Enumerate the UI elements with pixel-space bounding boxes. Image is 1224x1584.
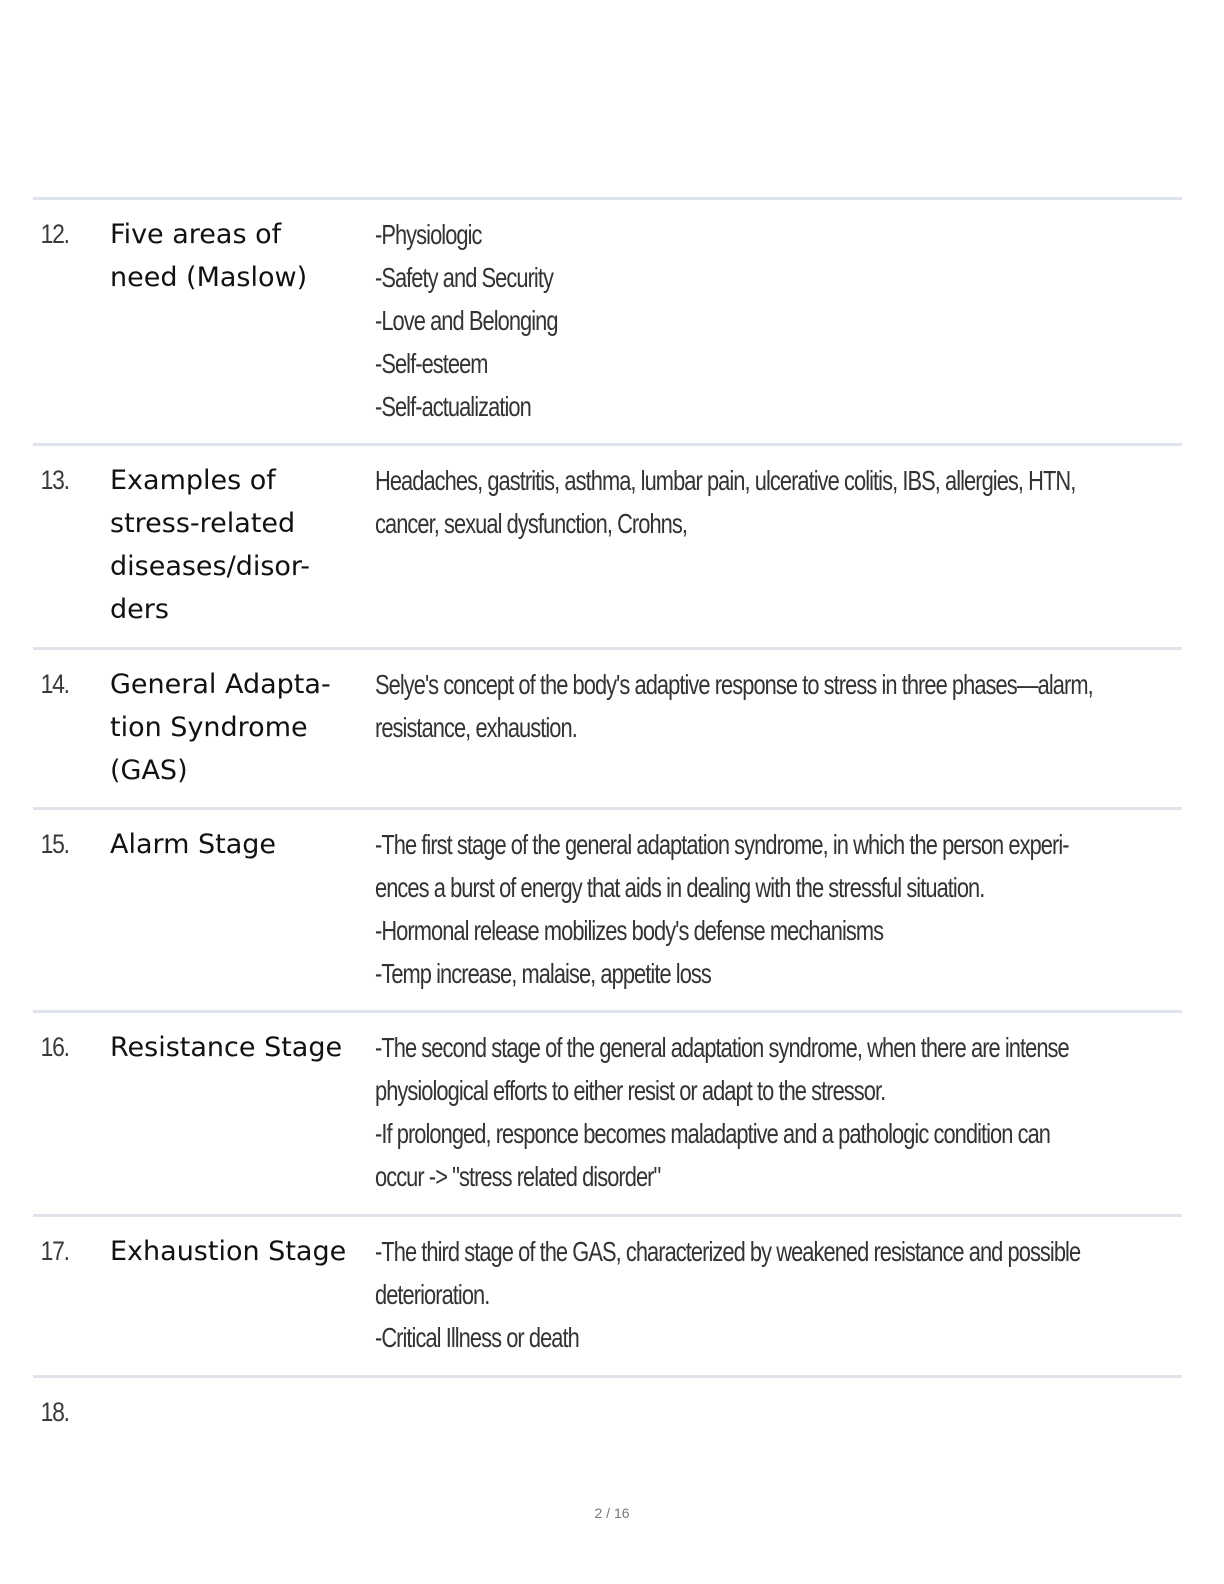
- table-row: [33, 1217, 1182, 1378]
- row-number: 18.: [40, 1397, 69, 1427]
- definition-line: cancer, sexual dysfunction, Crohns,: [375, 508, 688, 539]
- term: [110, 1230, 375, 1375]
- definition-line: resistance, exhaustion.: [375, 712, 577, 743]
- table-row: [33, 650, 1182, 810]
- term-line: tion Syndrome: [110, 712, 308, 743]
- row-number: 12.: [40, 219, 69, 249]
- term-line: (GAS): [110, 755, 188, 786]
- definition: [375, 213, 1224, 443]
- definition: [375, 663, 1224, 807]
- definition-line: -Critical Illness or death: [375, 1322, 579, 1353]
- term: [110, 823, 375, 1010]
- table-row: [33, 1013, 1182, 1217]
- term: [110, 1026, 375, 1214]
- term-line: Five areas of: [110, 219, 282, 250]
- row-number: 15.: [40, 829, 69, 859]
- definition-line: physiological efforts to either resist or adapt to the stressor.: [375, 1075, 886, 1106]
- definition: [375, 1026, 1224, 1214]
- term-line: General Adapta-: [110, 669, 331, 700]
- flashcard-table: [33, 197, 1182, 1448]
- definition-line: -Physiologic: [375, 219, 482, 250]
- term-line: Examples of: [110, 465, 276, 496]
- definition-line: -Self-esteem: [375, 348, 488, 379]
- term-line: diseases/disor-: [110, 551, 311, 582]
- definition-line: ences a burst of energy that aids in dealing with the stressful situation.: [375, 872, 985, 903]
- table-row: [33, 810, 1182, 1013]
- term: [110, 663, 375, 807]
- definition-line: Headaches, gastritis, asthma, lumbar pain, ulcerative colitis, IBS, allergies, HTN,: [375, 465, 1076, 496]
- table-row: [33, 1378, 1182, 1448]
- definition: [375, 823, 1224, 1010]
- term-line: Alarm Stage: [110, 829, 277, 860]
- definition-line: -Self-actualization: [375, 391, 531, 422]
- definition-line: deterioration.: [375, 1279, 490, 1310]
- definition: [375, 459, 1224, 647]
- definition-line: -Temp increase, malaise, appetite loss: [375, 958, 711, 989]
- row-number: 17.: [40, 1236, 69, 1266]
- term-line: Resistance Stage: [110, 1032, 343, 1063]
- table-row: [33, 200, 1182, 446]
- page-indicator: 2 / 16: [594, 1505, 630, 1521]
- term: [110, 213, 375, 443]
- term-line: stress-related: [110, 508, 296, 539]
- definition: [375, 1230, 1224, 1375]
- row-number: 14.: [40, 669, 69, 699]
- row-number: 13.: [40, 465, 69, 495]
- definition-line: -If prolonged, responce becomes maladaptive and a pathologic condition can: [375, 1118, 1050, 1149]
- definition-line: -Safety and Security: [375, 262, 553, 293]
- definition-line: -The third stage of the GAS, characterized by weakened resistance and possible: [375, 1236, 1081, 1267]
- term-line: Exhaustion Stage: [110, 1236, 347, 1267]
- definition-line: Selye's concept of the body's adaptive response to stress in three phases—alarm,: [375, 669, 1093, 700]
- definition-line: -Love and Belonging: [375, 305, 558, 336]
- definition-line: -The first stage of the general adaptation syndrome, in which the person experi-: [375, 829, 1069, 860]
- term: [110, 459, 375, 647]
- term: [110, 1391, 375, 1448]
- definition-line: occur -> "stress related disorder": [375, 1161, 661, 1192]
- definition-line: -Hormonal release mobilizes body's defense mechanisms: [375, 915, 884, 946]
- table-row: [33, 446, 1182, 650]
- definition-line: -The second stage of the general adaptation syndrome, when there are intense: [375, 1032, 1069, 1063]
- term-line: need (Maslow): [110, 262, 308, 293]
- row-number: 16.: [40, 1032, 69, 1062]
- term-line: ders: [110, 594, 169, 625]
- definition: [375, 1391, 1182, 1448]
